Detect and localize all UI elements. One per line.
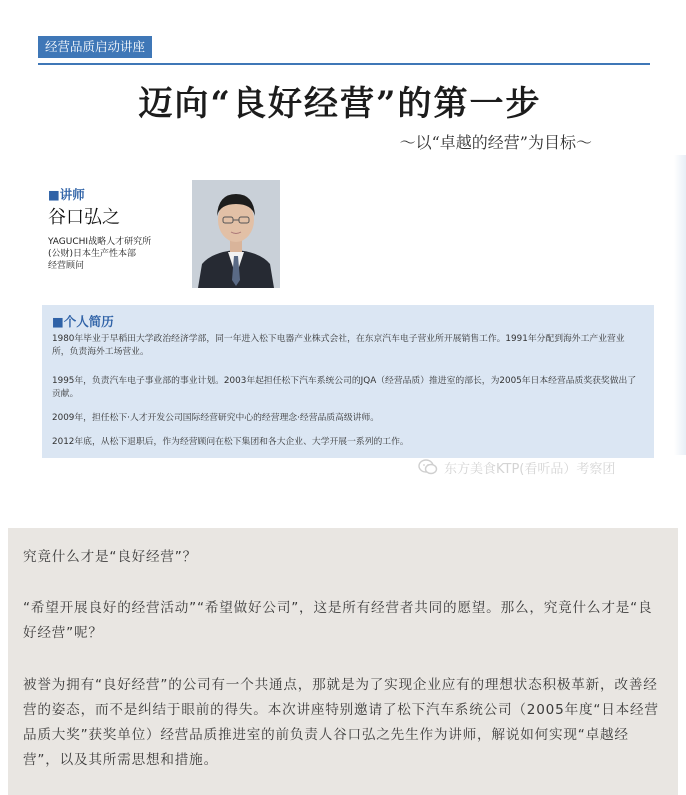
- seminar-tag: 经营品质启动讲座: [38, 36, 152, 58]
- lecturer-name: 谷口弘之: [48, 207, 120, 228]
- edge-shadow: [674, 155, 686, 455]
- biography-heading: ■个人简历: [52, 314, 114, 329]
- affiliation-line: YAGUCHI战略人才研究所: [48, 237, 152, 247]
- article-body: [8, 528, 678, 795]
- seminar-flyer-image: [10, 0, 660, 500]
- lecturer-photo: [192, 180, 280, 288]
- wechat-icon: [418, 458, 438, 476]
- biography-paragraph: 2009年，担任松下·人才开发公司国际经营研究中心的经营理念·经营品质高级讲师。: [52, 413, 380, 423]
- lecturer-affiliation: [48, 236, 188, 272]
- flyer-headline: 迈向“良好经营”的第一步: [138, 84, 542, 124]
- biography-paragraph: 1995年，负责汽车电子事业部的事业计划。2003年起担任松下汽车系统公司的JQA（经营品质）推进室的部长，为2005年日本经营品质奖获奖做出了贡献。: [52, 376, 637, 399]
- watermark: [418, 458, 615, 476]
- article-question: 究竟什么才是“良好经营”？: [23, 549, 198, 565]
- affiliation-line: (公财)日本生产性本部: [48, 249, 137, 259]
- header-rule: [38, 63, 650, 65]
- article-paragraph: “希望开展良好的经营活动”“希望做好公司”，这是所有经营者共同的愿望。那么，究竟什么才是“良好经营”呢？: [23, 600, 653, 641]
- biography-paragraph: 2012年底，从松下退职后，作为经营顾问在松下集团和各大企业、大学开展一系列的工作。: [52, 437, 409, 447]
- biography-box: [42, 305, 654, 458]
- watermark-text: 东方美食KTP(看听品）考察团: [444, 461, 616, 477]
- article-paragraph: 被誉为拥有“良好经营”的公司有一个共通点，那就是为了实现企业应有的理想状态积极革新，改善经营的姿态，而不是纠结于眼前的得失。本次讲座特别邀请了松下汽车系统公司（2005年度“日本经营品质大奖”获奖单位）经营品质推进室的前负责人谷口弘之先生作为讲师，解说如何实现“卓越经营”，以及其所需思想和措施。: [23, 677, 659, 768]
- affiliation-line: 经营顾问: [48, 261, 85, 271]
- lecturer-heading: ■讲师: [48, 187, 85, 202]
- flyer-subhead: ～以“卓越的经营”为目标～: [399, 133, 592, 152]
- biography-paragraph: 1980年毕业于早稻田大学政治经济学部，同一年进入松下电器产业株式会社，在东京汽车电子营业所开展销售工作。1991年分配到海外工产业营业所，负责海外工场营业。: [52, 334, 625, 357]
